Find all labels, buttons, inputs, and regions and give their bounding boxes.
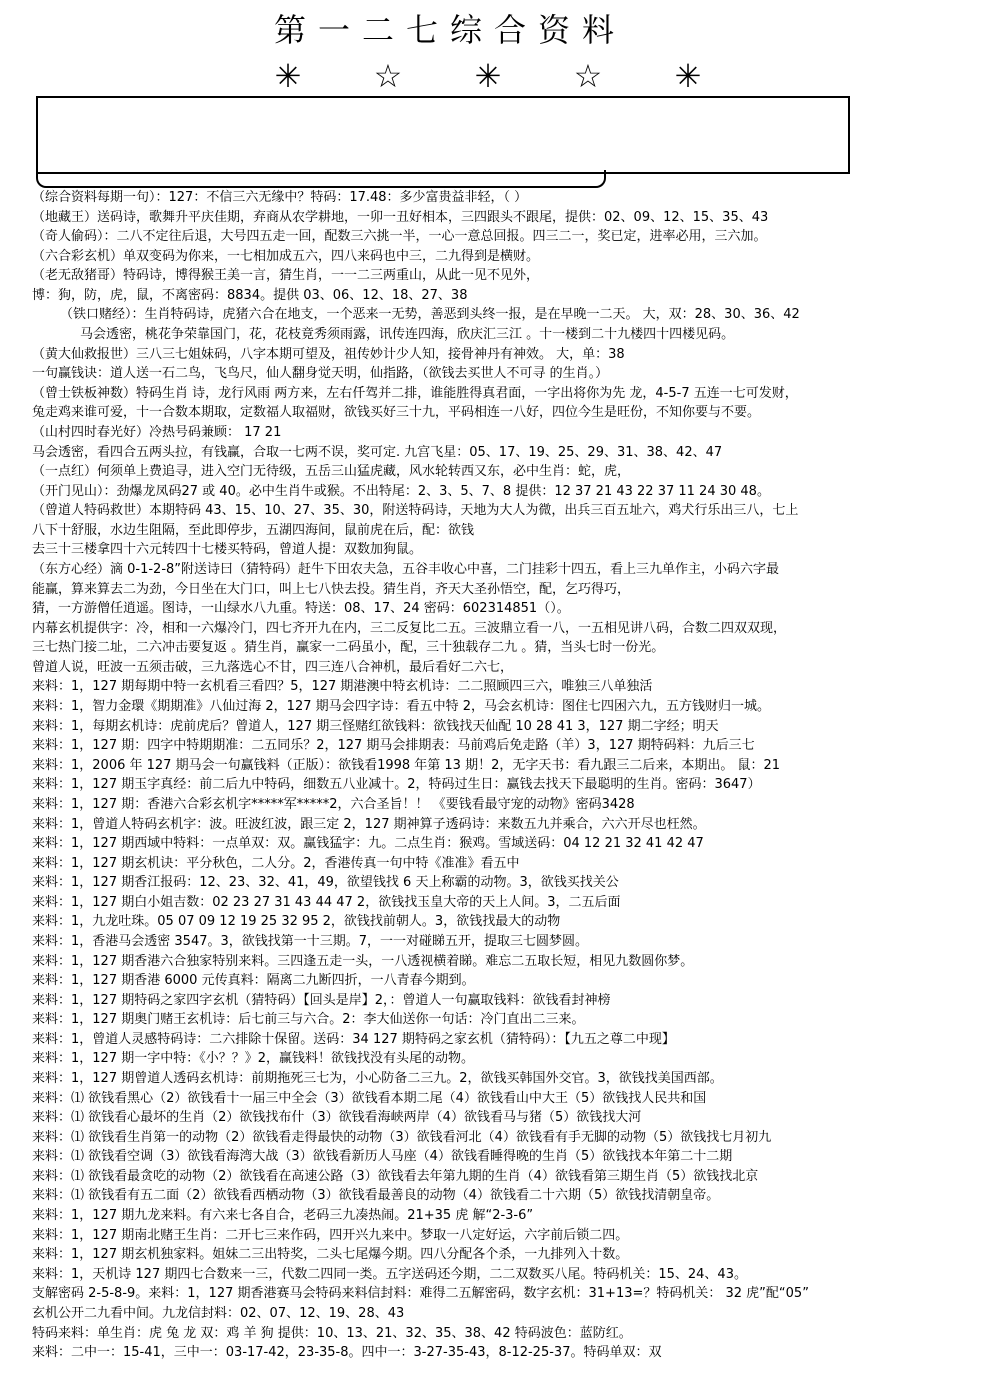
text-line: （黄大仙救报世）三八三七姐妹码，八字本期可望及，祖传妙计少人知，接骨神丹有神效。 大，单：38 — [32, 346, 625, 362]
text-line: 来料：1，九龙吐珠。05 07 09 12 19 25 32 95 2，欲钱找前朝人。3，欲钱找最大的动物 — [32, 914, 561, 930]
text-line: 来料：1，曾道人特码玄机字：波。旺波红波，跟三定 2，127 期神算子透码诗：来数五九并乘合，六六开尽也枉然。 — [32, 816, 706, 832]
star-row — [268, 58, 708, 94]
text-line: 来料：⑴ 欲钱看心最坏的生肖（2）欲钱找布什（3）欲钱看海峡两岸（4）欲钱看马与猪（5）欲钱找大河 — [32, 1110, 642, 1126]
text-line: 来料：1，127 期香江报码：12、23、32、41，49，欲望钱找 6 天上称霸的动物。3，欲钱买找关公 — [32, 875, 619, 891]
text-line: 来料：1，127 期：香港六合彩玄机字*****军*****2，六合圣旨！！ 《要钱看最守宠的动物》密码3428 — [32, 796, 635, 812]
text-line: （开门见山）：劲爆龙凤码27 或 40。必中生肖牛或猴。不出特尾：2、3、5、7、8 提供：12 37 21 43 22 37 11 24 30 48。 — [32, 483, 770, 499]
text-line: 来料：1，127 期西域中特料：一点单双：双。赢钱猛字：九。二点生肖：猴鸡。雪域送码：04 12 21 32 41 42 47 — [32, 836, 704, 852]
text-line: 来料：1，曾道人灵感特码诗：二六排除十保留。送码：34 127 期特码之家玄机（猜特码）：【九五之尊二中现】 — [32, 1031, 675, 1047]
text-line: （地藏王）送码诗，歌舞升平庆佳期，弃商从农学耕地，一卯一丑好相本，三四跟头不跟尾，提供：02、09、12、15、35、43 — [32, 209, 769, 225]
text-line: 马会透密，看四合五两头拉，有钱赢，合取一七两不误，奖可定. 九宫飞星：05、17、19、25、29、31、38、42、47 — [32, 444, 723, 460]
asterisk-icon: ✳ — [274, 57, 302, 95]
asterisk-icon: ✳ — [474, 57, 502, 95]
text-line: 内幕玄机提供字：冷，相和一六爆冷门，四七齐开九在内，三二反复比二五。三波鼎立看一八，一五相见讲八码，合数二四双双现， — [32, 620, 787, 636]
text-line: （山村四时春光好）冷热号码兼顾： 17 21 — [32, 424, 282, 440]
text-line: 八下十舒服，水边生阻隔，至此即停步，五湖四海间，鼠前虎在后，配：欲钱 — [32, 522, 475, 538]
text-line: （东方心经）滴 0-1-2-8”附送诗曰（猜特码）赶牛下田农夫急，五谷丰收心中喜，二门挂彩十四五，看上三九单作主，小码六字最 — [32, 561, 780, 577]
content-lines — [32, 188, 972, 1363]
text-line: （综合资料每期一句）：127：不信三六无缘中？特码：17.48：多少富贵益非轻，（ ） — [32, 190, 528, 205]
text-line: 玄机公开二九看中间。九龙信封料：02、07、12、19、28、43 — [32, 1305, 405, 1321]
text-line: 来料：1，127 期香港六合独家特别来料。三四逢五走一头，一八透视横着睇。难忘二五取长短，相见九数圆你梦。 — [32, 953, 694, 969]
empty-box — [36, 96, 850, 174]
text-line: 来料：⑴ 欲钱看最贪吃的动物（2）欲钱看在高速公路（3）欲钱看去年第九期的生肖（4）欲钱看第三期生肖（5）欲钱找北京 — [32, 1168, 759, 1184]
text-line: （一点红）何须单上费追寻，进入空门无待级，五岳三山猛虎藏，风水轮转西又东，必中生肖：蛇，虎， — [32, 464, 631, 480]
text-line: 来料：1，127 期九龙来料。有六来七各自合，老码三九凑热闹。21+35 虎 解“2-3-6” — [32, 1208, 534, 1224]
text-line: 来料：1，每期玄机诗：虎前虎后？曾道人，127 期三怪赌红欲钱料：欲钱找天仙配 10 28 41 3，127 期二字经；明天 — [32, 718, 719, 734]
star-outline-icon: ☆ — [573, 57, 603, 95]
text-line: 来料：1，天机诗 127 期四七合数来一三，代数二四同一类。五字送码还今期，二二双数买八尾。特码机关：15、24、43。 — [32, 1266, 747, 1282]
text-line: 能赢，算来算去二为劲，今日坐在大门口，叫上七八快去投。猜生肖，齐天大圣孙悟空，配，乞巧得巧， — [32, 581, 631, 597]
text-line: 来料：1，127 期一字中特：《小？？》2，赢钱料！欲钱找没有头尾的动物。 — [32, 1051, 474, 1067]
text-line: 来料：1，香港马会透密 3547。3，欲钱找第一十三期。7，一一对碰睇五开，提取三七圆梦圆。 — [32, 933, 589, 949]
bracket-divider — [36, 170, 606, 188]
page-title: 第一二七综合资料 — [273, 11, 626, 49]
text-line: 来料：1，127 期曾道人透码玄机诗：前期拖死三七为，小心防备二三九。2，欲钱买韩国外交官。3，欲钱找美国西部。 — [32, 1071, 723, 1087]
text-line: 来料：⑴ 欲钱看黑心（2）欲钱看十一届三中全会（3）欲钱看本期二尾（4）欲钱看山中大王（5）欲钱找人民共和国 — [32, 1090, 707, 1106]
text-line: 去三十三楼拿四十六元转四十七楼买特码，曾道人提：双数加狗鼠。 — [32, 542, 423, 558]
asterisk-icon: ✳ — [674, 57, 702, 95]
text-line: 来料：1，127 期每期中特一玄机看三看四？5，127 期港澳中特玄机诗：二二照顾四三六，唯独三八单独活 — [32, 679, 653, 695]
text-line: 来料：1，127 期奥门赌王玄机诗：后七前三与六合。2：李大仙送你一句话：冷门直出二三来。 — [32, 1012, 585, 1028]
text-line: 支解密码 2-5-8-9。来料：1，127 期香港赛马会特码来料信封料：难得二五解密码，数字玄机：31+13=？特码机关： 32 虎”配“05” — [32, 1286, 809, 1302]
text-line: 特码来料：单生肖：虎 兔 龙 双：鸡 羊 狗 提供：10、13、21、32、35、38、42 特码波色：蓝防红。 — [32, 1325, 632, 1341]
text-line: 曾道人说，旺波一五须击破，三九落选心不甘，四三连八合神机，最后看好二六七， — [32, 659, 514, 675]
text-line: 来料：1，127 期玉字真经：前二后九中特码，细数五八业减十。2，特码过生日：赢钱去找天下最聪明的生肖。密码：3647） — [32, 777, 761, 793]
text-line: 来料：1，智力金環《期期准》八仙过海 2，127 期马会四字诗：看五中特 2，马会玄机诗：图住七四困六九，五方钱财归一城。 — [32, 699, 771, 715]
text-line: 来料：1，127 期：四字中特期期准：二五同乐？2，127 期马会排期表：马前鸡后免走路（羊）3，127 期特码料：九后三七 — [32, 738, 755, 754]
text-line: 来料：二中一：15-41，三中一：03-17-42，23-35-8。四中一：3-27-35-43，8-12-25-37。特码单双：双 — [32, 1345, 662, 1361]
text-line: 来料：1，127 期香港 6000 元传真料：隔离二九断四折，一八青春今期到。 — [32, 973, 475, 989]
text-line: 来料：⑴ 欲钱看空调（3）欲钱看海湾大战（3）欲钱看新历人马座（4）欲钱看睡得晚的生肖（5）欲钱找本年第二十二期 — [32, 1149, 733, 1165]
text-line: （曾道人特码救世）本期特码 43、15、10、27、35、30，附送特码诗，天地为大人为微，出兵三百五址六，鸡犬行乐出三八，七上 — [32, 503, 799, 519]
text-line: 来料：1，127 期玄机诀：平分秋色，二人分。2，香港传真一句中特《准准》看五中 — [32, 855, 520, 871]
star-outline-icon: ☆ — [373, 57, 403, 95]
text-line: 来料：1，127 期南北赌王生肖：二开七三来作码，四开兴九来中。梦取一八定好运，六字前后锁二四。 — [32, 1227, 629, 1243]
text-line: 三七热门接二址，二六冲击要复返 。猜生肖，赢家一二码虽小，配，三十独载存二九 。猜，当头七时一份光。 — [32, 640, 665, 656]
text-line: 来料：⑴ 欲钱看生肖第一的动物（2）欲钱看走得最快的动物（3）欲钱看河北（4）欲钱看有手无脚的动物（5）欲钱找七月初九 — [32, 1129, 772, 1145]
text-line: 博：狗，防，虎，鼠，不离密码：8834。提供 03、06、12、18、27、38 — [32, 287, 468, 303]
text-line: （奇人偷码）：二八不定往后退，大号四五走一回，配数三六挑一半，一心一意总回报。四三二一，奖已定，进率必用，三六加。 — [32, 229, 767, 245]
text-line: 来料：1，127 期白小姐吉数：02 23 27 31 43 44 47 2，欲钱找玉皇大帝的天上人间。3，二五后面 — [32, 894, 621, 910]
text-line: 一句赢钱诀：道人送一石二鸟，飞鸟尺，仙人翻身觉天明，仙指路，（欲钱去买世人不可寻 的生肖。） — [32, 366, 609, 382]
text-line: 来料：⑴ 欲钱看有五二面（2）欲钱看西栖动物（3）欲钱看最善良的动物（4）欲钱看二十六期（5）欲钱找清朝皇帝。 — [32, 1188, 720, 1204]
text-line: 兔走鸡来谁可爱，十一合数本期取，定数福人取福财，欲钱买好三十九，平码相连一八好，四位今生是旺份，不知你要与不要。 — [32, 405, 761, 421]
text-line: 猜，一方游僧任逍遥。图诗，一山绿水八九重。特送：08、17、24 密码：602314851（）。 — [32, 601, 570, 617]
text-line: 来料：1，127 期特码之家四字玄机（猜特码）【回头是岸】2，：曾道人一句赢取钱料：欲钱看封神榜 — [32, 992, 611, 1008]
text-line: （铁口赌经）：生肖特码诗，虎猪六合在地支，一个恶来一无势，善恶到头终一报，是在早晚一二天。 大，双：28、30、36、42 — [60, 307, 800, 323]
text-line: 马会透密，桃花争荣靠国门，花，花枝竟秀须雨露，讯传连四海，欣庆汇三江 。十一楼到二十九楼四十四楼见码。 — [80, 327, 735, 343]
text-line: （曾士铁板神数）特码生肖 诗，龙行风雨 两方来，左右仟驾并二排，谁能胜得真君面，一字出将你为先 龙，4-5-7 五连一七可发财， — [32, 385, 798, 401]
text-line: （老无敌猪哥）特码诗，博得猴王美一言，猜生肖，一一二三两重山，从此一见不见外， — [32, 268, 540, 284]
text-line: 来料：1，2006 年 127 期马会一句赢钱料（正版）：欲钱看1998 年第 13 期！2，无字天书：看九跟三二后来，本期出。 鼠：21 — [32, 757, 781, 773]
text-line: （六合彩玄机）单双变码为你来，一七相加成五六，四八来码也中三，二九得到是横财。 — [32, 248, 540, 264]
text-line: 来料：1，127 期玄机独家料。姐妹二三出特奖，二头七尾爆今期。四八分配各个杀，一九排列入十数。 — [32, 1247, 629, 1263]
